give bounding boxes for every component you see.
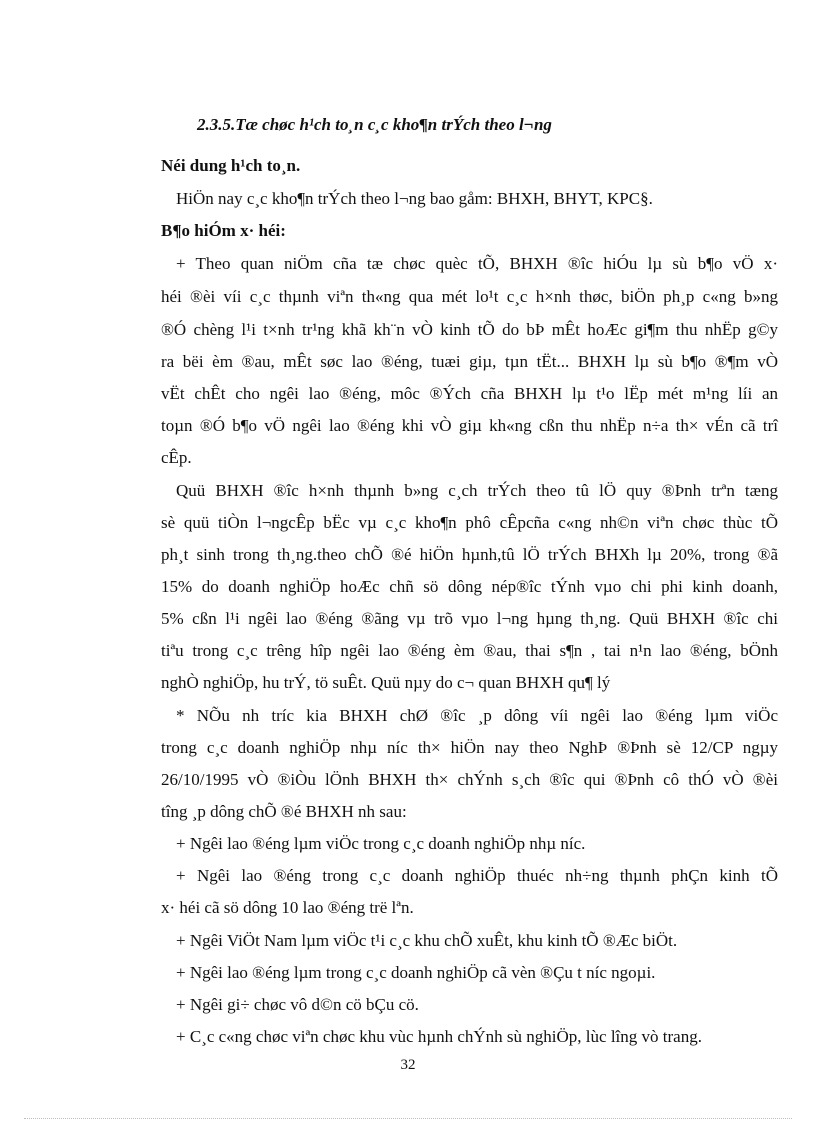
- section-heading: 2.3.5.Tæ chøc h¹ch to¸n c¸c kho¶n trÝch theo l¬ng: [197, 115, 552, 134]
- list-item: + Ngêi gi÷ chøc vô d©n cö bÇu cö.: [176, 995, 419, 1014]
- paragraph-line: toµn ®Ó b¶o vÖ ngêi lao ®éng khi vÒ giµ kh«ng cßn thu nhËp n÷a th× vÉn cã trî: [161, 416, 778, 435]
- paragraph-line: tiªu trong c¸c trêng hîp ngêi lao ®éng èm ®au, thai s¶n , tai n¹n lao ®éng, bÖnh: [161, 641, 778, 660]
- paragraph-line: * NÕu nh tríc kia BHXH chØ ®îc ¸p dông víi ngêi lao ®éng lµm viÖc: [176, 706, 778, 725]
- paragraph-line: trong c¸c doanh nghiÖp nhµ níc th× hiÖn nay theo NghÞ ®Þnh sè 12/CP ngµy: [161, 738, 778, 757]
- intro-line: HiÖn nay c¸c kho¶n trÝch theo l¬ng bao gåm: BHXH, BHYT, KPC§.: [176, 189, 653, 208]
- paragraph-line: 5% cßn l¹i ngêi lao ®éng ®ãng vµ trõ vµo l¬ng hµng th¸ng. Quü BHXH ®îc chi: [161, 609, 778, 628]
- paragraph-line: cÊp.: [161, 448, 192, 467]
- paragraph-line: vËt chÊt cho ngêi lao ®éng, môc ®Ých cña BHXH lµ t¹o lËp mét m¹ng líi an: [161, 384, 778, 403]
- list-item-continuation: x· héi cã sö dông 10 lao ®éng trë lªn.: [161, 898, 414, 917]
- page-bottom-rule: [24, 1118, 792, 1119]
- paragraph-line: 26/10/1995 vÒ ®iÒu lÖnh BHXH th× chÝnh s¸ch ®îc qui ®Þnh cô thÓ vÒ ®èi: [161, 770, 778, 789]
- paragraph-line: tîng ¸p dông chÕ ®é BHXH nh sau:: [161, 802, 407, 821]
- list-item: + Ngêi lao ®éng lµm viÖc trong c¸c doanh nghiÖp nhµ níc.: [176, 834, 586, 853]
- paragraph-line: ®Ó chèng l¹i t×nh tr¹ng khã kh¨n vÒ kinh tÕ do bÞ mÊt hoÆc gi¶m thu nhËp g©y: [161, 320, 778, 339]
- list-item: + C¸c c«ng chøc viªn chøc khu vùc hµnh chÝnh sù nghiÖp, lùc lîng vò trang.: [176, 1027, 702, 1046]
- paragraph-line: Quü BHXH ®îc h×nh thµnh b»ng c¸ch trÝch theo tû lÖ quy ®Þnh trªn tæng: [176, 481, 778, 500]
- list-item: + Ngêi lao ®éng lµm trong c¸c doanh nghiÖp cã vèn ®Çu t níc ngoµi.: [176, 963, 656, 982]
- content-subheading: Néi dung h¹ch to¸n.: [161, 156, 301, 175]
- list-item: + Ngêi lao ®éng trong c¸c doanh nghiÖp thuéc nh÷ng thµnh phÇn kinh tÕ: [176, 866, 778, 885]
- paragraph-line: sè quü tiÒn l¬ngcÊp bËc vµ c¸c kho¶n phô cÊpcña c«ng nh©n viªn chøc thùc tÕ: [161, 513, 778, 532]
- page-number: 32: [400, 1057, 416, 1073]
- paragraph-line: ph¸t sinh trong th¸ng.theo chÕ ®é hiÖn hµnh,tû lÖ trÝch BHXh lµ 20%, trong ®ã: [161, 545, 778, 564]
- insurance-subheading: B¶o hiÓm x· héi:: [161, 221, 286, 240]
- paragraph-line: + Theo quan niÖm cña tæ chøc quèc tÕ, BHXH ®îc hiÓu lµ sù b¶o vÖ x·: [176, 254, 778, 273]
- list-item: + Ngêi ViÖt Nam lµm viÖc t¹i c¸c khu chÕ xuÊt, khu kinh tÕ ®Æc biÖt.: [176, 931, 678, 950]
- paragraph-line: ra bëi èm ®au, mÊt søc lao ®éng, tuæi giµ, tµn tËt... BHXH lµ sù b¶o ®¶m vÒ: [161, 352, 778, 371]
- paragraph-line: 15% do doanh nghiÖp hoÆc chñ sö dông nép®îc tÝnh vµo chi phi kinh doanh,: [161, 577, 778, 596]
- paragraph-line: héi ®èi víi c¸c thµnh viªn th«ng qua mét lo¹t c¸c h×nh thøc, biÖn ph¸p c«ng b»ng: [161, 287, 778, 306]
- paragraph-line: nghÒ nghiÖp, hu trÝ, tö suÊt. Quü nµy do c¬ quan BHXH qu¶ lý: [161, 673, 611, 692]
